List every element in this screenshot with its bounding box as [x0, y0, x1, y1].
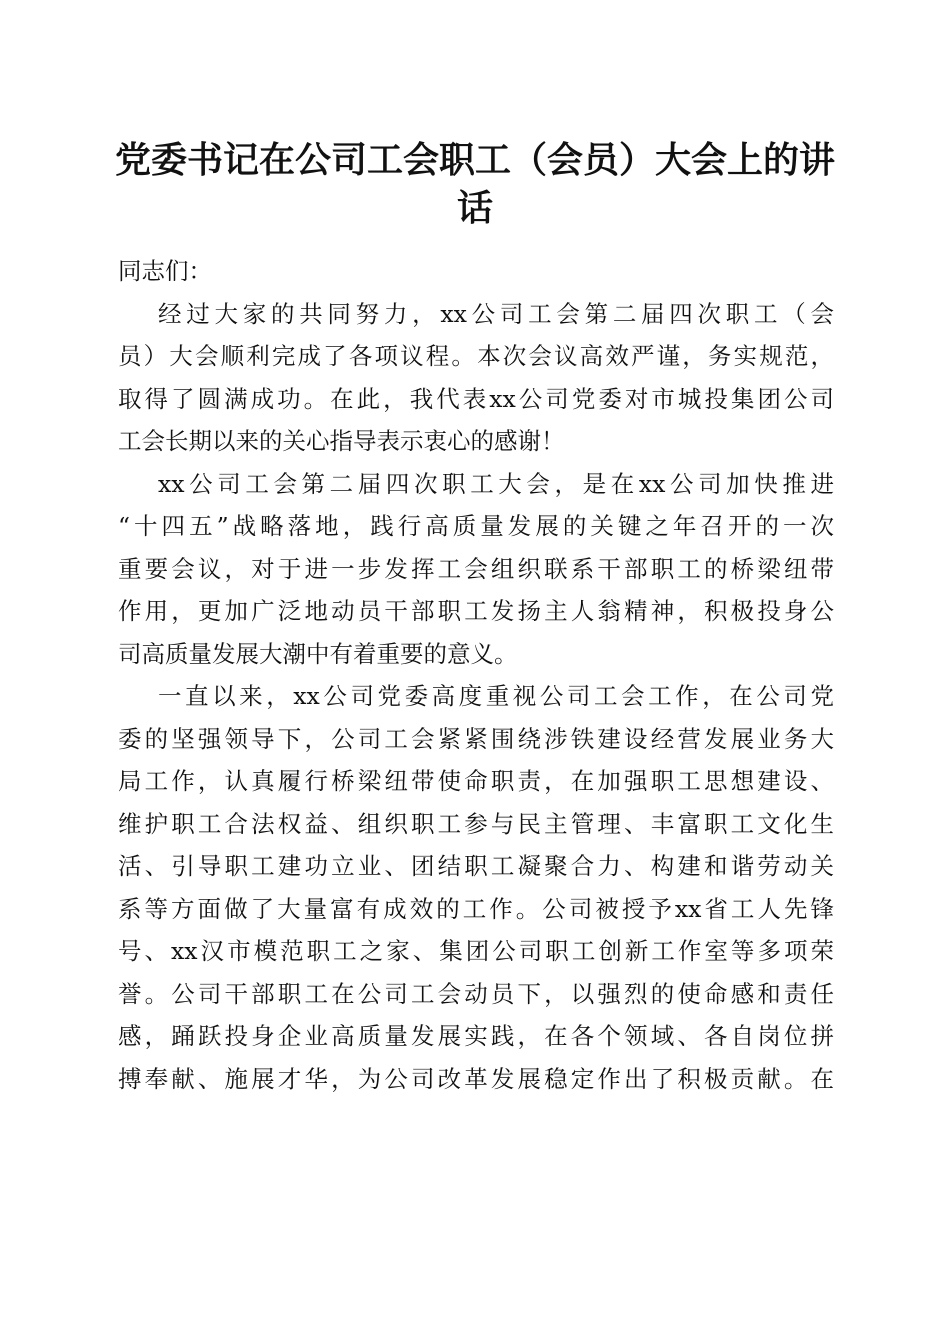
paragraph-line: 维护职工合法权益、组织职工参与民主管理、丰富职工文化生	[118, 809, 834, 838]
paragraph-line: 局工作，认真履行桥梁纽带使命职责，在加强职工思想建设、	[118, 767, 834, 795]
paragraph-line: 感，踊跃投身企业高质量发展实践，在各个领域、各自岗位拼	[118, 1022, 834, 1050]
paragraph-line: 员）大会顺利完成了各项议程。本次会议高效严谨，务实规范，	[118, 342, 834, 370]
paragraph-line: 司高质量发展大潮中有着重要的意义。	[118, 639, 518, 668]
paragraph-line: 工会长期以来的关心指导表示衷心的感谢！	[118, 427, 565, 455]
document-title	[110, 136, 840, 232]
paragraph-line: 系等方面做了大量富有成效的工作。公司被授予xx省工人先锋	[118, 894, 834, 923]
salutation: 同志们：	[118, 257, 212, 285]
title-line: 党委书记在公司工会职工（会员）大会上的讲	[114, 139, 835, 181]
paragraph-1	[118, 293, 834, 463]
paragraph-line: 号、xx汉市模范职工之家、集团公司职工创新工作室等多项荣	[118, 937, 834, 965]
paragraph-line: xx公司工会第二届四次职工大会，是在xx公司加快推进	[158, 469, 834, 498]
paragraph-line: 活、引导职工建功立业、团结职工凝聚合力、构建和谐劳动关	[118, 852, 834, 880]
paragraph-line: 重要会议，对于进一步发挥工会组织联系干部职工的桥梁纽带	[118, 554, 834, 583]
paragraph-line: 誉。公司干部职工在公司工会动员下，以强烈的使命感和责任	[118, 979, 834, 1008]
title-line: 话	[456, 187, 493, 229]
document-body	[118, 250, 834, 1100]
paragraph-line: “十四五”战略落地，践行高质量发展的关键之年召开的一次	[118, 512, 834, 540]
paragraph-line: 搏奉献、施展才华，为公司改革发展稳定作出了积极贡献。在	[118, 1064, 834, 1093]
paragraph-line: 委的坚强领导下，公司工会紧紧围绕涉铁建设经营发展业务大	[118, 724, 834, 753]
paragraph-line: 一直以来，xx公司党委高度重视公司工会工作，在公司党	[158, 682, 834, 710]
paragraph-line: 经过大家的共同努力，xx公司工会第二届四次职工（会	[158, 299, 834, 328]
paragraph-line: 取得了圆满成功。在此，我代表xx公司党委对市城投集团公司	[118, 384, 834, 413]
paragraph-2	[118, 463, 834, 676]
paragraph-line: 作用，更加广泛地动员干部职工发扬主人翁精神，积极投身公	[118, 597, 834, 625]
paragraph-3	[118, 675, 834, 1100]
